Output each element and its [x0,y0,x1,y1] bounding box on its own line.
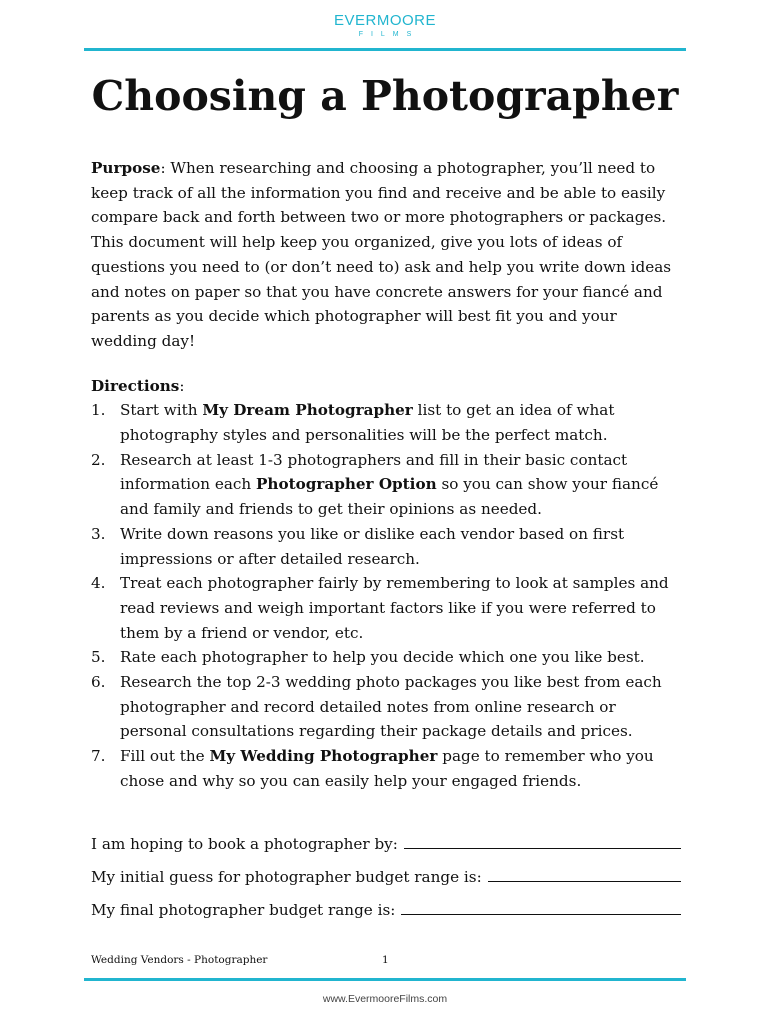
list-number: 7. [91,747,106,766]
list-text: Write down reasons you like or dislike each vendor based on first impressions or after detailed research. [120,524,625,568]
list-text: Research at least 1-3 photographers and fill in their basic contact information each [120,450,628,494]
list-item [91,448,681,522]
list-item [91,670,681,744]
booking-date-blank[interactable] [404,831,681,849]
initial-budget-label: My initial guess for photographer budget range is: [91,868,482,886]
logo-wordmark: EVERMOORE [333,12,436,29]
document-body [91,156,681,794]
directions-list [91,398,681,793]
logo-subtitle: FILMS [358,31,420,38]
list-text: Fill out the [120,747,210,766]
list-text: Research the top 2-3 wedding photo packages you like best from each photographer and record detailed notes from online research or personal consultations regarding their package details and prices. [120,673,662,741]
list-bold-text: Photographer Option [256,475,437,494]
initial-budget-blank[interactable] [488,864,681,882]
list-number: 5. [91,648,106,667]
footer-section-title: Wedding Vendors - Photographer [91,954,268,966]
list-item [91,398,681,447]
purpose-paragraph [91,156,681,354]
footer-website: www.EvermooreFilms.com [322,993,448,1005]
page-title: Choosing a Photographer [91,72,679,120]
list-text: Start with [120,401,203,420]
final-budget-label: My final photographer budget range is: [91,901,396,919]
list-item [91,645,681,670]
list-number: 4. [91,574,106,593]
booking-date-label: I am hoping to book a photographer by: [91,835,398,853]
final-budget-row [91,894,681,927]
list-item [91,744,681,793]
list-text: list to get an idea of what photography styles and personalities will be the perfect match. [120,401,615,445]
list-item [91,522,681,571]
list-number: 6. [91,673,106,692]
purpose-label: Purpose [91,159,161,177]
list-bold-text: My Dream Photographer [202,401,413,420]
initial-budget-row [91,861,681,894]
directions-label: Directions [91,376,180,395]
list-number: 1. [91,401,106,420]
list-item [91,571,681,645]
directions-heading [91,374,681,399]
fill-in-section [91,828,681,927]
list-text: Rate each photographer to help you decide which one you like best. [120,648,645,667]
page-number: 1 [382,954,389,966]
footer-divider [84,978,686,981]
list-number: 2. [91,450,106,469]
brand-logo [0,12,770,38]
list-text: Treat each photographer fairly by remembering to look at samples and read reviews and weigh important factors like if you were referred to them by a friend or vendor, etc. [120,574,669,642]
list-text: so you can show your fiancé and family and friends to get their opinions as needed. [120,475,659,519]
list-number: 3. [91,524,106,543]
header-divider [84,48,686,51]
final-budget-blank[interactable] [401,897,681,915]
purpose-text: : When researching and choosing a photographer, you’ll need to keep track of all the information you find and receive and be able to easily compare back and forth between two or more photographers or packages. This document will help keep you organized, give you lots of ideas of questions you need to (or don’t need to) ask and help you write down ideas and notes on paper so that you have concrete answers for your fiancé and parents as you decide which photographer will best fit you and your wedding day! [91,159,672,350]
list-bold-text: My Wedding Photographer [209,747,438,766]
booking-date-row [91,828,681,861]
list-text: page to remember who you chose and why so you can easily help your engaged friends. [120,747,654,790]
directions-colon: : [179,376,185,395]
